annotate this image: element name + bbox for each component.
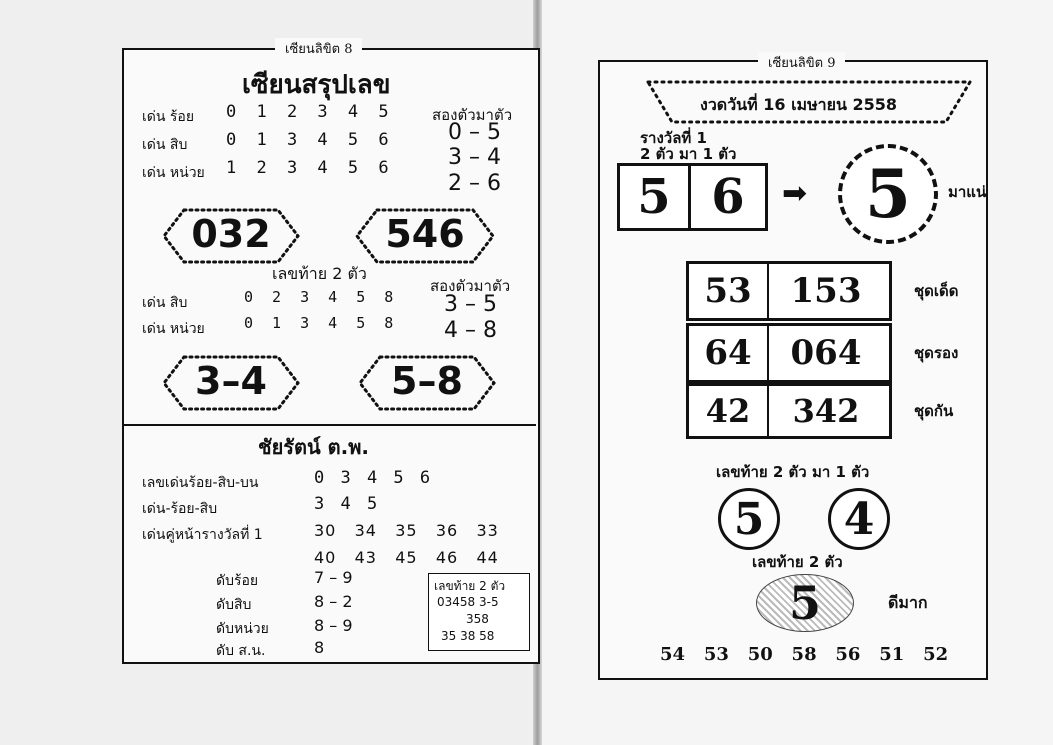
tail-circle-1-number: 5 [733, 493, 765, 545]
left-page-header: เซียนลิขิต 8 [275, 38, 362, 59]
hex-badge-4 [358, 355, 496, 411]
hex-badge-4-text: 5–8 [391, 359, 463, 403]
dub-label-1: ดับร้อย [216, 573, 259, 589]
big-circle [838, 144, 938, 244]
hatched-circle [756, 574, 854, 632]
line-value-1: 0 3 4 5 6 [314, 468, 434, 488]
set-2-a: 64 [689, 326, 769, 380]
set-2-label: ชุดรอง [914, 344, 959, 362]
row-label-3: เด่น หน่วย [142, 165, 205, 181]
row-digits-1: 0 1 2 3 4 5 [226, 102, 394, 122]
dub-value-2: 8 – 2 [314, 592, 353, 611]
set-3-a: 42 [689, 386, 769, 436]
prize-box-cell-1: 5 [620, 166, 691, 228]
dub-value-3: 8 – 9 [314, 616, 353, 635]
pair2-1: 3 – 5 [444, 292, 497, 317]
pair-3: 2 – 6 [448, 171, 501, 196]
set-box-1 [686, 261, 892, 321]
pair-1: 0 – 5 [448, 120, 501, 145]
tail2-title: เลขท้าย 2 ตัว [752, 553, 843, 571]
bottom-numbers: 54 53 50 58 56 51 52 [660, 644, 949, 665]
row2-digits-1: 0 2 3 4 5 8 [244, 288, 399, 306]
pairs-title: สองตัวมาตัว [432, 106, 513, 124]
hatch-label: ดีมาก [888, 593, 928, 612]
small-box-line-3: 35 38 58 [441, 629, 495, 643]
pair2-2: 4 – 8 [444, 318, 497, 343]
line-value-3: 30 34 35 36 33 [314, 521, 499, 540]
tail-circle-2 [828, 488, 890, 550]
dub-label-2: ดับสิบ [216, 597, 252, 613]
small-box-line-1: 03458 3-5 [437, 595, 499, 609]
set-1-b: 153 [790, 271, 862, 311]
row-label-1: เด่น ร้อย [142, 109, 195, 125]
set-2-b: 064 [790, 333, 862, 373]
hex-badge-1-text: 032 [191, 212, 271, 256]
prize-box-cell-2: 6 [711, 169, 745, 225]
hex-badge-3-text: 3–4 [195, 359, 267, 403]
big-circle-number: 5 [865, 155, 911, 233]
dub-value-4: 8 [314, 638, 325, 657]
tail-circle-1 [718, 488, 780, 550]
section-divider [123, 424, 536, 426]
hex-badge-3 [162, 355, 300, 411]
pair-2: 3 – 4 [448, 145, 501, 170]
tail-circle-2-number: 4 [843, 493, 875, 545]
row2-digits-2: 0 1 3 4 5 8 [244, 314, 399, 332]
set-3-label: ชุดกัน [914, 402, 954, 420]
tail-title: เลขท้าย 2 ตัว มา 1 ตัว [716, 463, 870, 481]
line-label-3: เด่นคู่หน้ารางวัลที่ 1 [142, 527, 263, 543]
set-1-label: ชุดเด็ด [914, 282, 959, 300]
set-3-b: 342 [792, 392, 860, 430]
hex-badge-2 [355, 208, 495, 264]
dub-label-3: ดับหน่วย [216, 621, 269, 637]
hex-badge-1 [162, 208, 300, 264]
row-digits-2: 0 1 3 4 5 6 [226, 130, 394, 150]
sub-title: เลขท้าย 2 ตัว [272, 264, 367, 283]
line-value-2: 3 4 5 [314, 494, 381, 514]
row-digits-3: 1 2 3 4 5 6 [226, 158, 394, 178]
set-box-2 [686, 323, 892, 383]
row2-label-1: เด่น สิบ [142, 295, 188, 311]
prize-box [617, 163, 768, 231]
small-box-line-2: 358 [466, 612, 489, 626]
dub-value-1: 7 – 9 [314, 568, 353, 587]
set-box-3 [686, 383, 892, 439]
left-title: เซียนสรุปเลข [242, 70, 391, 100]
prize-label-2: 2 ตัว มา 1 ตัว [640, 145, 737, 163]
line-value-cont: 40 43 45 46 44 [314, 548, 499, 567]
prize-label-1: รางวัลที่ 1 [640, 129, 707, 147]
set-1-a: 53 [689, 264, 769, 318]
dub-label-4: ดับ ส.น. [216, 643, 266, 659]
line-label-1: เลขเด่นร้อย-สิบ-บน [142, 475, 259, 491]
big-circle-label: มาแน่ [948, 183, 987, 201]
right-page-header: เซียนลิขิต 9 [758, 52, 845, 73]
date-banner-text: งวดวันที่ 16 เมษายน 2558 [700, 95, 898, 114]
hatched-circle-number: 5 [788, 576, 821, 630]
arrow-icon: ➡ [782, 176, 808, 211]
small-box-title: เลขท้าย 2 ตัว [434, 579, 506, 593]
line-label-2: เด่น-ร้อย-สิบ [142, 501, 218, 517]
row2-label-2: เด่น หน่วย [142, 321, 205, 337]
section2-title: ชัยรัตน์ ต.พ. [258, 435, 370, 459]
pairs2-title: สองตัวมาตัว [430, 277, 511, 295]
hex-badge-2-text: 546 [385, 212, 465, 256]
row-label-2: เด่น สิบ [142, 137, 188, 153]
